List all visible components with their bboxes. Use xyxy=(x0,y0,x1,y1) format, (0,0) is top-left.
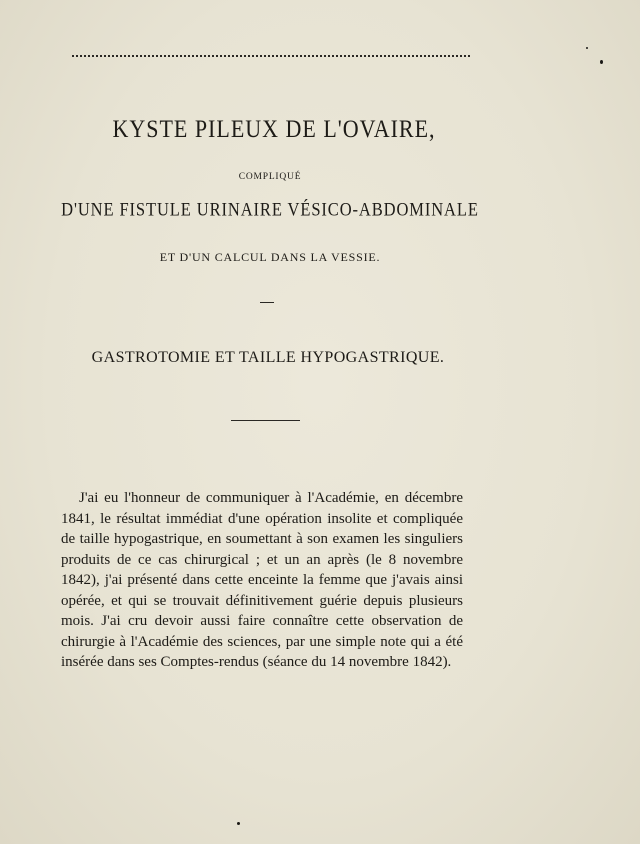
subtitle-calcul: ET D'UN CALCUL DANS LA VESSIE. xyxy=(159,250,381,264)
section-rule xyxy=(231,420,300,421)
subtitle-fistule: D'UNE FISTULE URINAIRE VÉSICO-ABDOMINALE xyxy=(61,198,479,221)
ink-speck xyxy=(586,47,588,49)
ink-speck xyxy=(600,60,603,64)
subtitle-complique: COMPLIQUÉ xyxy=(238,172,302,182)
ink-speck xyxy=(237,822,240,825)
top-dotted-rule xyxy=(72,55,470,57)
body-paragraph: J'ai eu l'honneur de communiquer à l'Académie, en décembre 1841, le résultat immédiat d'une opération insolite et compliquée de taille hypogastrique, en soumettant à son examen les singuliers produits de ce cas chirurgical ; et un an après (le 8 novembre 1842), j'ai présenté dans cette enceinte la femme que j'avais ainsi opérée, et qui se trouvait définitivement guérie depuis plusieurs mois. J'ai cru devoir aussi faire connaître cette observation de chirurgie à l'Académie des sciences, par une simple note qui a été insérée dans ses Comptes-rendus (séance du 14 novembre 1842). xyxy=(61,490,463,670)
document-title: KYSTE PILEUX DE L'OVAIRE, xyxy=(112,114,436,143)
short-separator xyxy=(260,302,274,303)
section-heading: GASTROTOMIE ET TAILLE HYPOGASTRIQUE. xyxy=(91,349,445,366)
